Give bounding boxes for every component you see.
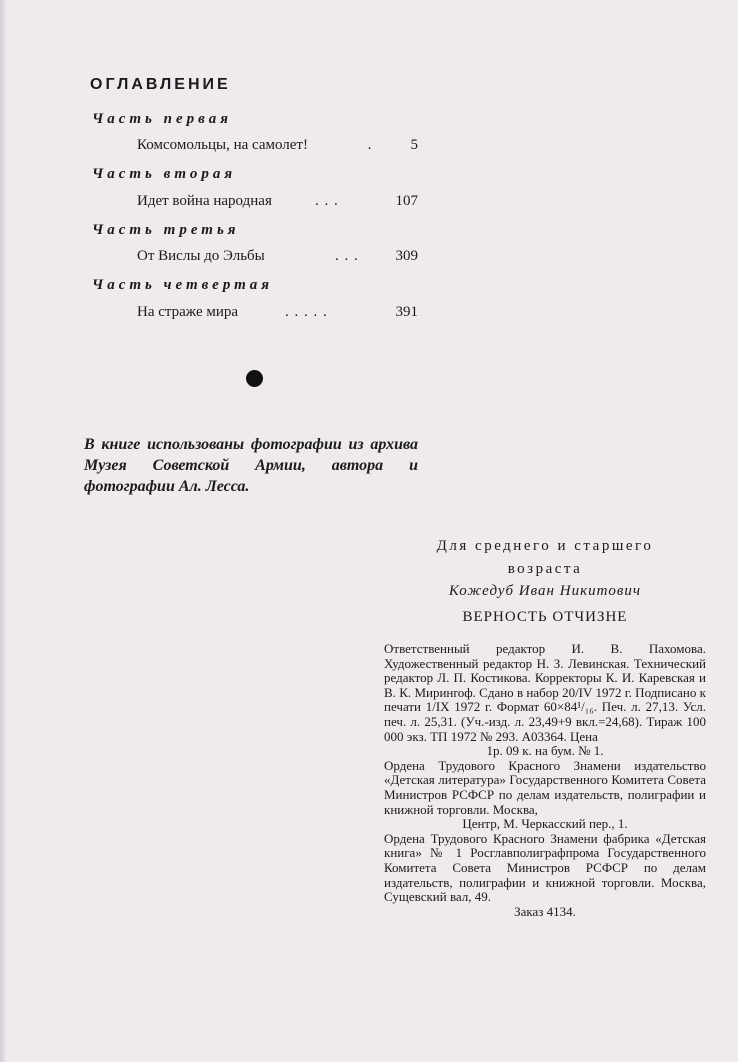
part-3-title: Часть третья bbox=[92, 222, 240, 238]
toc-entry-3-title: От Вислы до Эльбы bbox=[137, 248, 265, 264]
author-name: Кожедуб Иван Никитович bbox=[448, 583, 642, 599]
part-4-title: Часть четвертая bbox=[92, 277, 274, 293]
toc-entry-4-title: На страже мира bbox=[137, 304, 239, 320]
book-title: ВЕРНОСТЬ ОТЧИЗНЕ bbox=[462, 609, 628, 625]
audience-line-2: возраста bbox=[507, 561, 583, 577]
toc-entry-4-page: 391 bbox=[395, 304, 418, 320]
photo-credit-note: В книге использованы фотографии из архива Музея Советской Армии, автора и фотографии Ал. Лесса. bbox=[84, 436, 418, 495]
toc-entry-4-leader: . . . . . bbox=[285, 304, 328, 320]
imprint-block bbox=[384, 642, 706, 919]
part-1-title: Часть первая bbox=[92, 111, 232, 127]
age-audience bbox=[386, 535, 704, 581]
toc-entry-2-page: 107 bbox=[395, 193, 418, 209]
credits-paragraph: Ответственный редактор И. В. Пахомова. Художественный редактор Н. З. Левинская. Технический редактор Л. П. Костикова. Корректоры К. И. Каревская и В. К. Миринroф. Сдано в набор 20/IV 1972 г. Подписано к печати 1/IX 1972 г. Формат 60×84¹/₁₆. Печ. л. 27,13. Усл. печ. л. 25,31. (Уч.-изд. л. 23,49+9 вкл.=24,68). Тираж 100 000 экз. ТП 1972 № 293. А03364. Цена bbox=[384, 641, 706, 744]
price-line: 1р. 09 к. на бум. № 1. bbox=[486, 743, 604, 759]
toc-entry-2-leader: . . . bbox=[315, 193, 339, 209]
toc-entry-1-leader: . bbox=[363, 137, 373, 153]
toc-entry-1-title: Комсомольцы, на самолет! bbox=[137, 137, 308, 153]
toc-entry-1-page: 5 bbox=[410, 137, 418, 153]
part-2-title: Часть вторая bbox=[92, 166, 237, 182]
toc-entry-3-page: 309 bbox=[395, 248, 418, 264]
toc-entry-2-title: Идет война народная bbox=[137, 193, 272, 209]
page-edge bbox=[0, 0, 6, 1062]
audience-line-1: Для среднего и старшего bbox=[436, 538, 654, 554]
toc-heading: ОГЛАВЛЕНИЕ bbox=[90, 76, 231, 93]
separator-dot bbox=[246, 370, 263, 387]
toc-entry-3-leader: . . . bbox=[335, 248, 359, 264]
order-number: Заказ 4134. bbox=[514, 903, 576, 919]
printer-paragraph: Ордена Трудового Красного Знамени фабрика «Детская книга» № 1 Росглавполиграфпрома Государственного Комитета Совета Министров РСФСР по делам издательств, полиграфии и книжной торговли. Москва, Сущевский вал, 49. bbox=[384, 830, 706, 905]
publisher-paragraph: Ордена Трудового Красного Знамени издательство «Детская литература» Государственного Комитета Совета Министров РСФСР по делам издательств, полиграфии и книжной торговли. Москва, bbox=[384, 757, 706, 817]
publisher-address: Центр, М. Черкасский пер., 1. bbox=[462, 816, 628, 832]
